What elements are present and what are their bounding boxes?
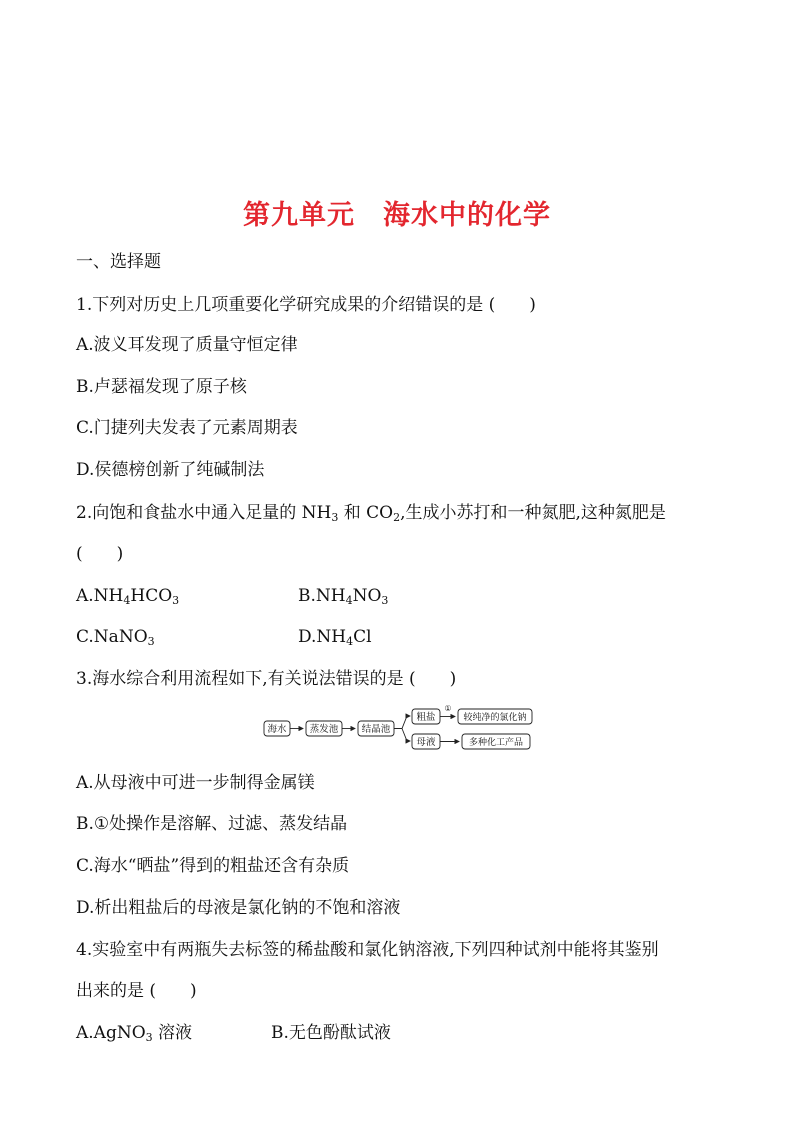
- q3-option-a: A.从母液中可进一步制得金属镁: [76, 773, 315, 793]
- q2-option-b: $B.NH_4NO_3$: [298, 586, 389, 607]
- q3-option-c: C.海水“晒盐”得到的粗盐还含有杂质: [76, 856, 350, 876]
- crystallization-pond-label: 结晶池: [361, 724, 391, 735]
- q2-stem: 2.向饱和食盐水中通入足量的 $NH_3$ 和 $CO_2$,生成小苏打和一种氮肥,这种氮肥是: [76, 503, 666, 524]
- q4-options-row1: [76, 1021, 576, 1045]
- q3-option-b: B.①处操作是溶解、过滤、蒸发结晶: [76, 814, 348, 834]
- q1-option-d: D.侯德榜创新了纯碱制法: [76, 460, 265, 480]
- evaporation-pond-label: 蒸发池: [309, 724, 339, 735]
- q2-stem-line2: ( ): [76, 544, 124, 564]
- pure-nacl-label: 较纯净的氯化钠: [463, 713, 527, 723]
- crude-salt-label: 粗盐: [416, 712, 436, 723]
- q2-options-row2: [76, 625, 576, 649]
- q1-option-c: C.门捷列夫发表了元素周期表: [76, 418, 298, 438]
- q3-option-d: D.析出粗盐后的母液是氯化钠的不饱和溶液: [76, 898, 401, 918]
- q4-option-a: A.AgNO$_3$ 溶液: [76, 1023, 193, 1044]
- q2-option-d: $D.NH_4Cl$: [298, 627, 372, 648]
- section-heading: 一、选择题: [76, 252, 161, 272]
- q3-stem: 3.海水综合利用流程如下,有关说法错误的是 ( ): [76, 669, 457, 689]
- flow-diagram: [262, 702, 542, 752]
- q2-option-a: $A.NH_4HCO_3$: [76, 586, 180, 607]
- q4-stem-line2: 出来的是 ( ): [76, 981, 197, 1001]
- q1-stem: 1.下列对历史上几项重要化学研究成果的介绍错误的是 ( ): [76, 295, 536, 315]
- seawater-label: 海水: [267, 724, 287, 735]
- q2-options-row1: [76, 584, 576, 608]
- q4-stem: 4.实验室中有两瓶失去标签的稀盐酸和氯化钠溶液,下列四种试剂中能将其鉴别: [76, 940, 659, 960]
- q1-option-a: A.波义耳发现了质量守恒定律: [76, 335, 298, 355]
- page-title: 第九单元 海水中的化学: [243, 200, 551, 231]
- mother-liquor-label: 母液: [416, 737, 436, 748]
- step-marker: ①: [444, 704, 452, 713]
- q2-option-c: C.NaNO$_3$: [76, 627, 155, 648]
- q1-option-b: B.卢瑟福发现了原子核: [76, 377, 247, 397]
- q4-option-b: B.无色酚酞试液: [271, 1023, 391, 1043]
- chemical-products-label: 多种化工产品: [468, 738, 524, 748]
